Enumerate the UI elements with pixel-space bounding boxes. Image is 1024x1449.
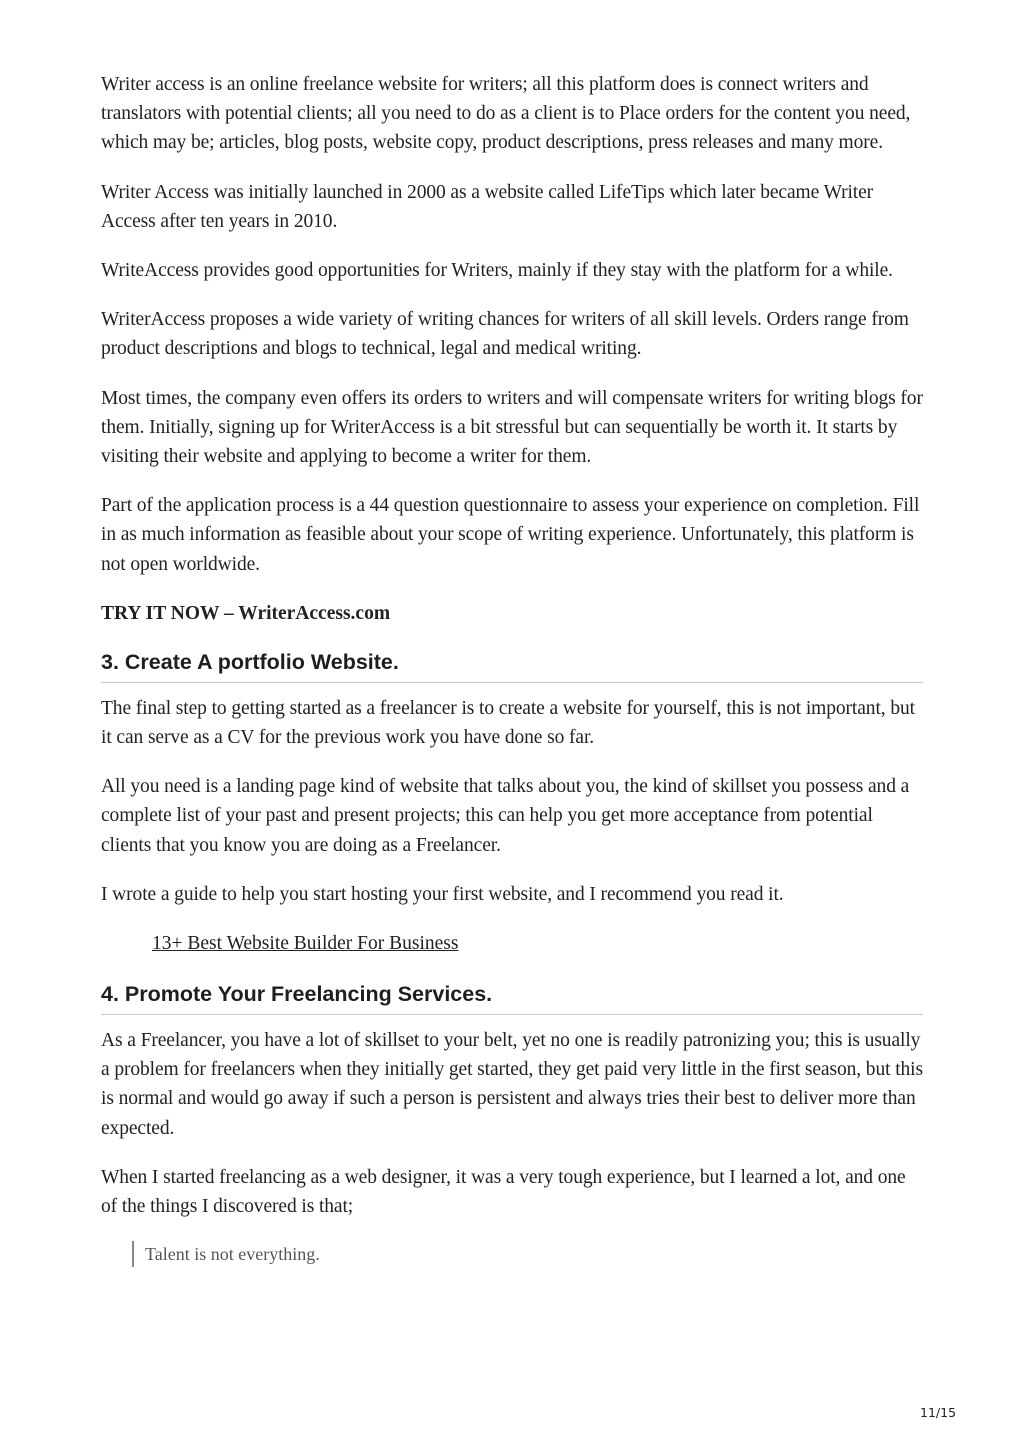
paragraph-portfolio-final-step: The final step to getting started as a freelancer is to create a website for yourself, this is not important, but it can serve as a CV for the previous work you have done so far.	[101, 697, 915, 749]
paragraph-writer-access-history: Writer Access was initially launched in 2000 as a website called LifeTips which later became Writer Access after ten years in 2010.	[101, 181, 874, 232]
page-content	[101, 70, 923, 1267]
paragraph-writer-access-application: Part of the application process is a 44 question questionnaire to assess your experience on completion. Fill in as much information as feasible about your scope of writing experience. Unfortunately, this platform is not open worldwide.	[101, 495, 920, 575]
paragraph-writer-access-variety: WriterAccess proposes a wide variety of writing chances for writers of all skill levels. Orders range from product descriptions and blogs to technical, legal and medical writing.	[101, 309, 909, 360]
paragraph-promote-experience: When I started freelancing as a web designer, it was a very tough experience, but I learned a lot, and one of the things I discovered is that;	[101, 1166, 906, 1218]
section-heading-promote-services: 4. Promote Your Freelancing Services.	[101, 980, 923, 1015]
paragraph-writer-access-intro: Writer access is an online freelance website for writers; all this platform does is connect writers and translators with potential clients; all you need to do as a client is to Place orders for the content you need, which may be; articles, blog posts, website copy, product descriptions, press releases and many more.	[101, 74, 911, 154]
website-builder-link[interactable]: 13+ Best Website Builder For Business	[152, 933, 459, 955]
paragraph-portfolio-guide: I wrote a guide to help you start hosting your first website, and I recommend you read it.	[101, 883, 784, 905]
paragraph-portfolio-landing-page: All you need is a landing page kind of website that talks about you, the kind of skillset you possess and a complete list of your past and present projects; this can help you get more acceptance from potential clients that you know you are doing as a Freelancer.	[101, 776, 910, 856]
paragraph-promote-skillset: As a Freelancer, you have a lot of skillset to your belt, yet no one is readily patronizing you; this is usually a problem for freelancers when they initially get started, they get paid very little in the first season, but this is normal and would go away if such a person is persistent and always tries their best to deliver more than expected.	[101, 1030, 923, 1139]
paragraph-writer-access-opportunities: WriteAccess provides good opportunities for Writers, mainly if they stay with the platform for a while.	[101, 260, 893, 282]
website-builder-link-container	[101, 929, 923, 958]
try-it-now-callout: TRY IT NOW – WriterAccess.com	[101, 602, 391, 624]
page-number: 11/15	[920, 1405, 957, 1420]
paragraph-writer-access-signup: Most times, the company even offers its orders to writers and will compensate writers for writing blogs for them. Initially, signing up for WriterAccess is a bit stressful but can sequentially be worth it. It starts by visiting their website and applying to become a writer for them.	[101, 387, 923, 468]
section-heading-portfolio-website: 3. Create A portfolio Website.	[101, 648, 923, 683]
talent-quote: Talent is not everything.	[132, 1241, 923, 1267]
